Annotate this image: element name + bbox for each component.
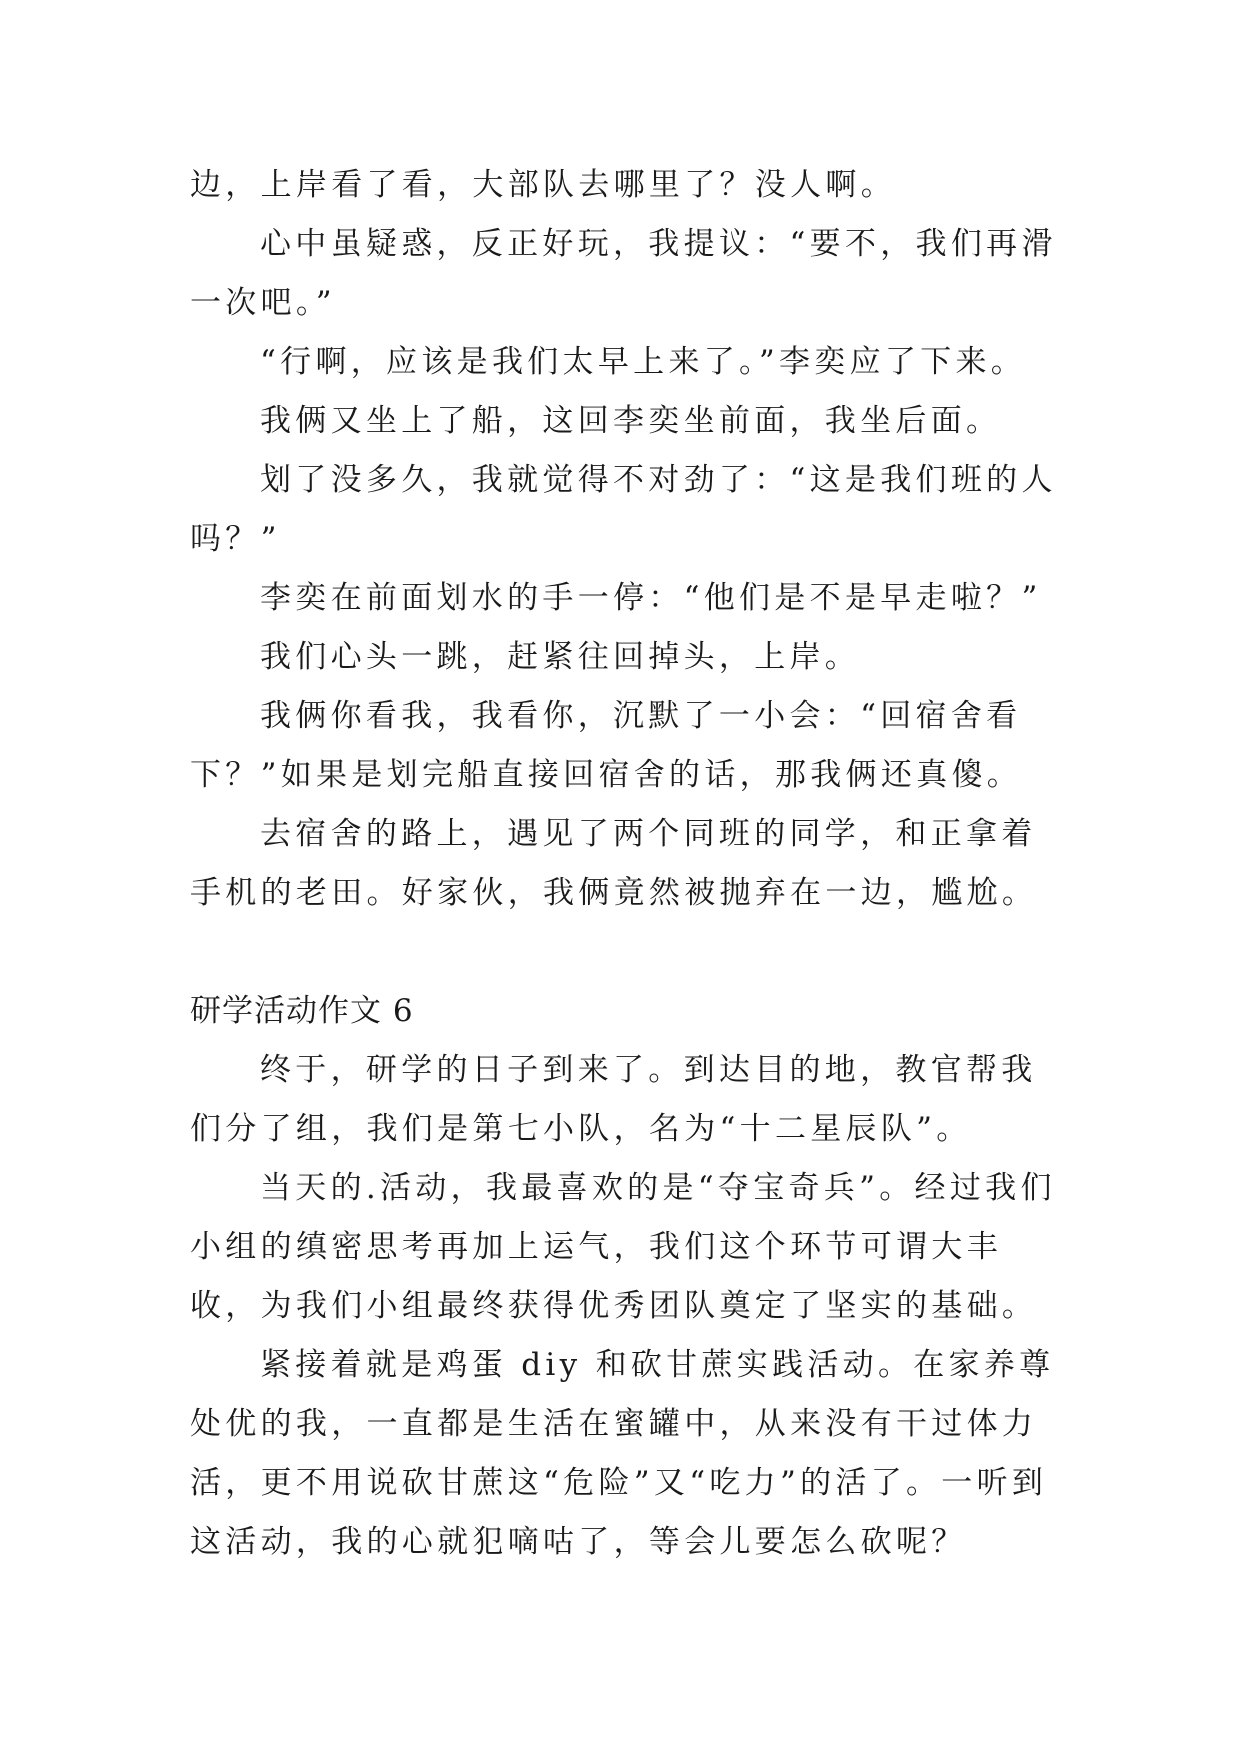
paragraph: 当天的.活动，我最喜欢的是“夺宝奇兵”。经过我们小组的缜密思考再加上运气，我们这个环节可谓大丰收，为我们小组最终获得优秀团队奠定了坚实的基础。 bbox=[190, 1170, 1056, 1324]
paragraph: 去宿舍的路上，遇见了两个同班的同学，和正拿着手机的老田。好家伙，我俩竟然被抛弃在一边，尴尬。 bbox=[190, 816, 1038, 911]
paragraph: 我俩你看我，我看你，沉默了一小会：“回宿舍看下？”如果是划完船直接回宿舍的话，那我俩还真傻。 bbox=[190, 698, 1023, 793]
paragraph: 终于，研学的日子到来了。到达目的地，教官帮我们分了组，我们是第七小队，名为“十二星辰队”。 bbox=[190, 1052, 1037, 1147]
paragraph: 划了没多久，我就觉得不对劲了：“这是我们班的人吗？” bbox=[190, 462, 1057, 557]
paragraph: 我们心头一跳，赶紧往回掉头，上岸。 bbox=[260, 639, 861, 675]
paragraph: 紧接着就是鸡蛋 diy 和砍甘蔗实践活动。在家养尊处优的我，一直都是生活在蜜罐中，从来没有干过体力活，更不用说砍甘蔗这“危险”又“吃力”的活了。一听到这活动，我的心就犯嘀咕了，等会儿要怎么砍呢？ bbox=[190, 1347, 1055, 1560]
paragraph: 心中虽疑惑，反正好玩，我提议：“要不，我们再滑一次吧。” bbox=[190, 226, 1057, 321]
paragraph: “行啊，应该是我们太早上来了。”李奕应了下来。 bbox=[260, 344, 1027, 380]
paragraph: 李奕在前面划水的手一停：“他们是不是早走啦？” bbox=[260, 580, 1042, 616]
document-body bbox=[190, 156, 1070, 1572]
paragraph: 边，上岸看了看，大部队去哪里了？没人啊。 bbox=[190, 167, 896, 203]
paragraph: 我俩又坐上了船，这回李奕坐前面，我坐后面。 bbox=[260, 403, 1002, 439]
section-spacer bbox=[190, 923, 1070, 982]
section-heading: 研学活动作文 6 bbox=[190, 993, 414, 1029]
